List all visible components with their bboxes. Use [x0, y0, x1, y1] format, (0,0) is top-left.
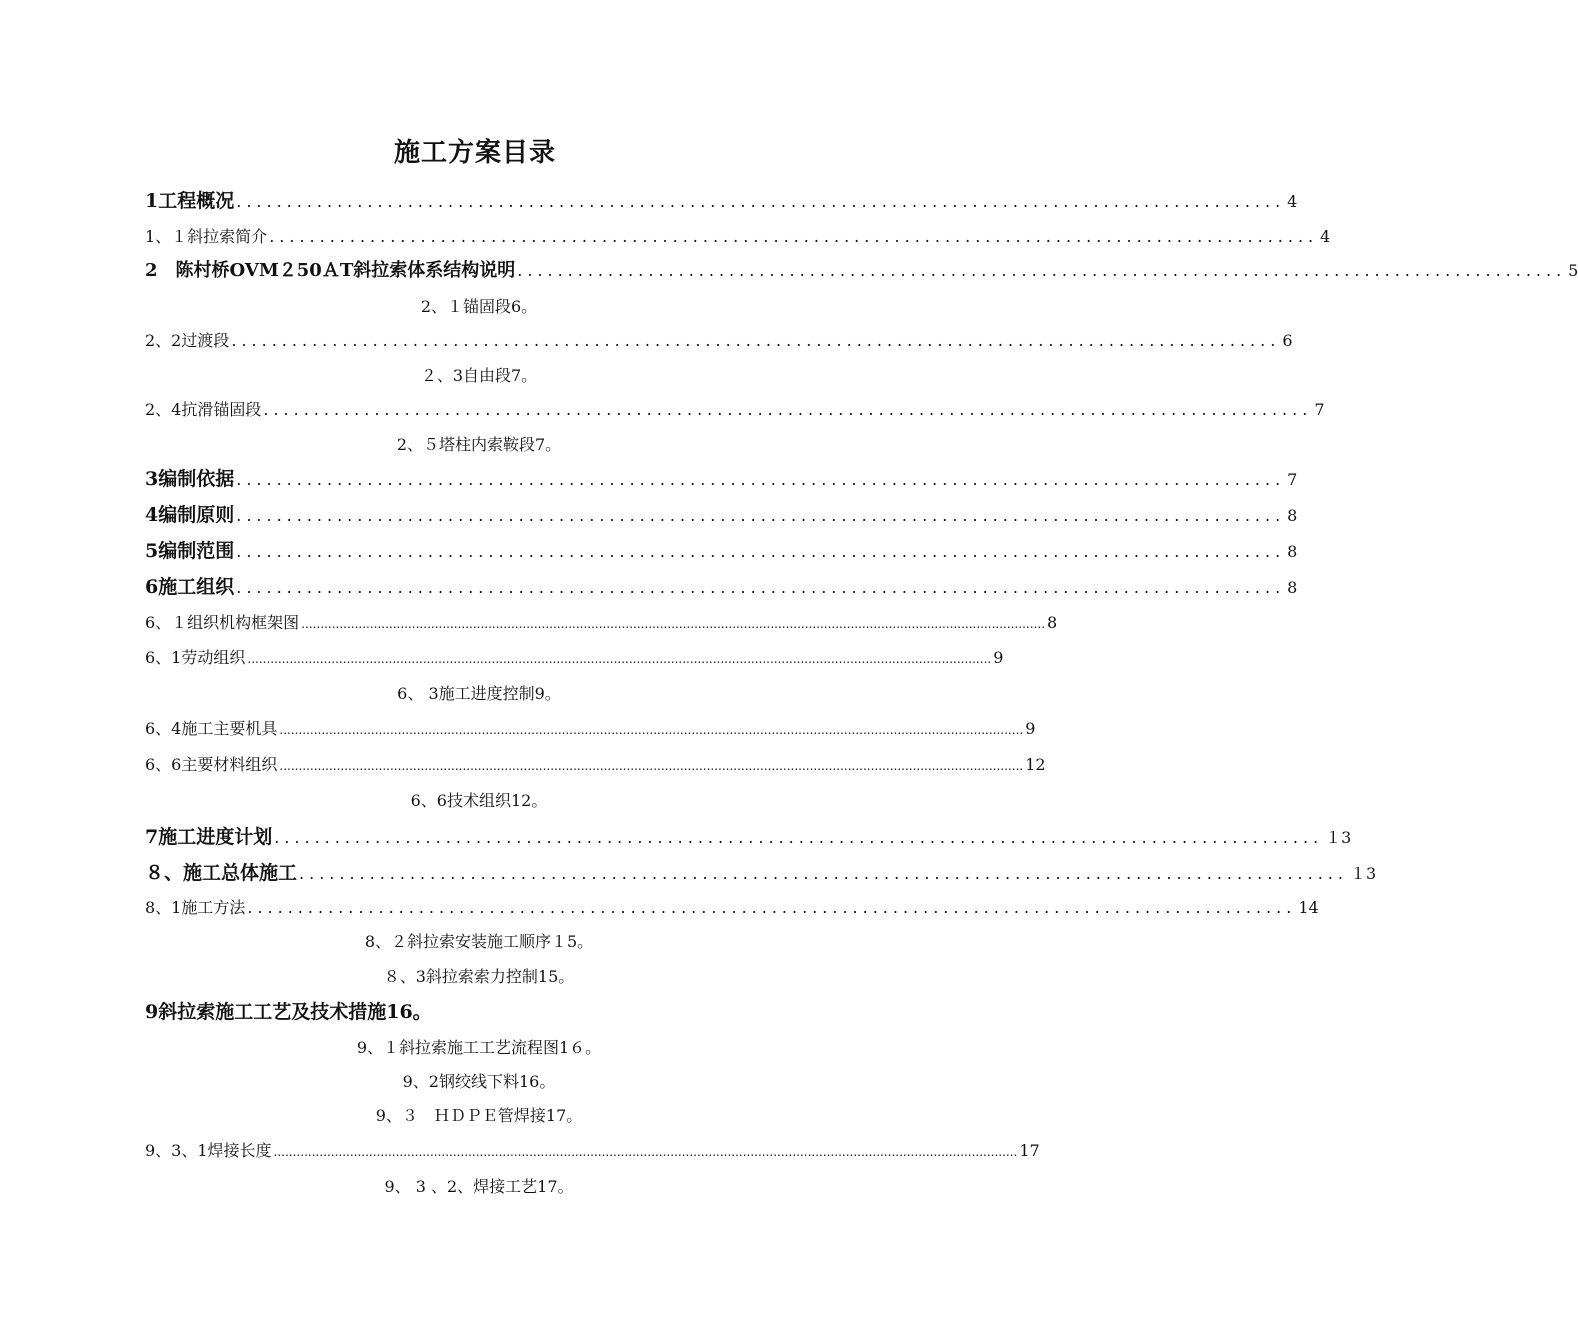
leader-dots: ...................................................................................................................................................................................................	[279, 759, 1024, 773]
toc-entry-label: 2、4抗滑锚固段	[145, 400, 262, 419]
leader-dots: ........................................................................................................	[231, 331, 1281, 350]
toc-entry-label: 6、1劳动组织	[145, 648, 246, 667]
toc-entry-centered[interactable]: 9、３ ＨＤＰＥ管焊接17｡	[375, 1106, 575, 1125]
leader-dots: ........................................................................................................	[236, 506, 1286, 525]
toc-entry-page: 8	[1287, 506, 1298, 525]
toc-entry-page: １3	[1325, 828, 1352, 847]
toc-entry[interactable]	[145, 826, 1352, 849]
toc-entry-page: 4	[1320, 227, 1331, 246]
toc-entry[interactable]	[145, 612, 1058, 635]
toc-entry-label: 1、１斜拉索简介	[145, 227, 268, 246]
toc-entry-page: 9	[993, 648, 1004, 667]
leader-dots: ...................................................................................................................................................................................................	[279, 723, 1024, 737]
toc-entry-label: 6、4施工主要机具	[145, 719, 278, 738]
toc-entry-centered[interactable]: ８、3斜拉索索力控制15｡	[383, 967, 567, 986]
toc-entry-label: 2 陈村桥OVM２50ＡT斜拉索体系结构说明	[145, 260, 516, 281]
toc-entry[interactable]	[145, 260, 1578, 282]
toc-entry-page: 8	[1047, 613, 1058, 632]
toc-entry[interactable]	[145, 576, 1298, 599]
toc-entry-label: 9、3、1焊接长度	[145, 1141, 272, 1160]
toc-entry-page: 12	[1025, 755, 1046, 774]
leader-dots: ........................................................................................................	[263, 400, 1313, 419]
toc-entry[interactable]	[145, 330, 1293, 352]
toc-entry-page: １3	[1349, 864, 1377, 883]
toc-entry[interactable]	[145, 647, 1004, 670]
leader-dots: ...................................................................................................................................................................................................	[247, 652, 992, 666]
toc-entry-page: 5	[1568, 261, 1578, 280]
toc-entry-page: 7	[1314, 400, 1325, 419]
toc-entry-label: 6施工组织	[145, 576, 235, 598]
toc-entry-page: 8	[1287, 578, 1298, 597]
toc-entry-label: 7施工进度计划	[145, 826, 273, 848]
leader-dots: ........................................................................................................	[517, 261, 1567, 280]
toc-entry[interactable]	[145, 1140, 1040, 1163]
toc-entry-label: 6、6主要材料组织	[145, 755, 278, 774]
toc-entry[interactable]	[145, 468, 1298, 491]
leader-dots: ........................................................................................................	[299, 864, 1348, 883]
page-title: 施工方案目录	[393, 138, 556, 168]
toc-entry-centered[interactable]: 9、2钢绞线下料16｡	[402, 1072, 548, 1091]
toc-entry[interactable]	[145, 399, 1325, 421]
toc-entry-label: 1工程概况	[145, 190, 235, 212]
toc-entry-centered[interactable]: ２、3自由段7｡	[420, 366, 530, 385]
toc-entry-page: 4	[1287, 192, 1298, 211]
toc-entry[interactable]	[145, 190, 1298, 213]
toc-entry-page: 14	[1298, 898, 1319, 917]
toc-entry-centered[interactable]: 2、１锚固段6｡	[420, 297, 530, 316]
toc-entry-label: 6、１组织机构框架图	[145, 613, 300, 632]
toc-entry[interactable]	[145, 540, 1298, 563]
toc-entry-label: 4编制原则	[145, 504, 235, 526]
toc-entry-page: 9	[1025, 719, 1036, 738]
toc-entry[interactable]	[145, 754, 1046, 777]
toc-entry-page: 17	[1019, 1141, 1040, 1160]
toc-entry[interactable]	[145, 862, 1377, 885]
leader-dots: ........................................................................................................	[236, 192, 1286, 211]
toc-entry-page: 6	[1282, 331, 1293, 350]
toc-entry-centered[interactable]: 9、 3 、2、焊接工艺17｡	[384, 1177, 566, 1196]
leader-dots: ........................................................................................................	[274, 828, 1324, 847]
toc-entry-label: 5编制范围	[145, 540, 235, 562]
toc-entry[interactable]	[145, 718, 1036, 741]
toc-entry-centered[interactable]: 9、１斜拉索施工工艺流程图1６｡	[356, 1038, 594, 1057]
leader-dots: ........................................................................................................	[247, 898, 1297, 917]
toc-entry-page: 7	[1287, 470, 1298, 489]
leader-dots: ........................................................................................................	[236, 578, 1286, 597]
toc-entry[interactable]	[145, 897, 1319, 919]
toc-entry-centered[interactable]: 8、２斜拉索安装施工顺序１5｡	[364, 932, 586, 951]
leader-dots: ........................................................................................................	[236, 542, 1286, 561]
toc-entry-label: 8、1施工方法	[145, 898, 246, 917]
toc-entry-label: ８、施工总体施工	[145, 862, 298, 884]
toc-entry-centered[interactable]: 6、6技术组织12｡	[410, 791, 540, 810]
toc-entry[interactable]	[145, 504, 1298, 527]
toc-entry-centered[interactable]: 6、 3施工进度控制9｡	[397, 684, 553, 703]
leader-dots: ........................................................................................................	[269, 227, 1319, 246]
toc-entry[interactable]	[145, 226, 1331, 248]
leader-dots: ........................................................................................................	[236, 470, 1286, 489]
toc-entry-label: 2、2过渡段	[145, 331, 230, 350]
toc-entry-centered[interactable]: 2、５塔柱内索鞍段7｡	[396, 435, 554, 454]
toc-entry-heading[interactable]: 9斜拉索施工工艺及技术措施16｡	[145, 1001, 423, 1023]
toc-entry-label: 3编制依据	[145, 468, 235, 490]
toc-entry-page: 8	[1287, 542, 1298, 561]
leader-dots: ...................................................................................................................................................................................................	[273, 1145, 1018, 1159]
leader-dots: ...................................................................................................................................................................................................	[301, 617, 1046, 631]
